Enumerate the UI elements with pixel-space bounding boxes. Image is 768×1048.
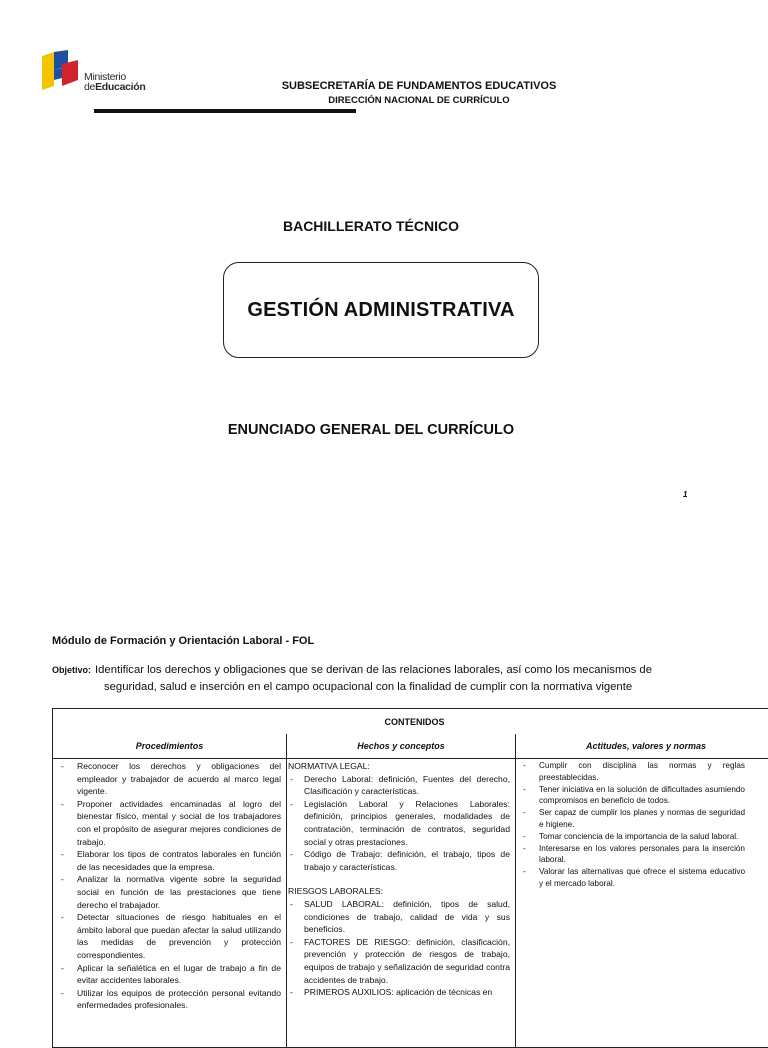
column-divider xyxy=(515,734,516,1047)
list-item: - Código de Trabajo: definición, el trabajo, tipos de trabajo y características. xyxy=(288,848,510,873)
objective-label: Objetivo: xyxy=(52,665,92,675)
logo-line2: deEducación xyxy=(84,81,146,93)
list-item: - Legislación Laboral y Relaciones Laborales: definición, principios generales, modalidades de contratación, terminación de contratos, seguridad social y otras prestaciones. xyxy=(288,798,510,848)
page-number: 1 xyxy=(683,490,688,499)
table-header-contenidos: CONTENIDOS xyxy=(53,709,768,735)
objective xyxy=(52,662,692,696)
program-title: BACHILLERATO TÉCNICO xyxy=(282,218,460,234)
list-item: - Reconocer los derechos y obligaciones del empleador y trabajador de acuerdo al marco legal vigente. xyxy=(57,760,281,798)
list-item: - Cumplir con disciplina las normas y reglas preestablecidas. xyxy=(519,760,745,784)
list-item: - Tener iniciativa en la solución de dificultades asumiendo compromisos en beneficio de todos. xyxy=(519,784,745,808)
list-item: - Proponer actividades encaminadas al logro del bienestar físico, mental y social de los trabajadores con el propósito de asegurar mejores condiciones de trabajo. xyxy=(57,798,281,848)
list-item: - Derecho Laboral: definición, Fuentes del derecho, Clasificación y características. xyxy=(288,773,510,798)
list-item: - Tomar conciencia de la importancia de la salud laboral. xyxy=(519,831,745,843)
objective-line2: seguridad, salud e inserción en el campo ocupacional con la finalidad de cumplir con la normativa vigente xyxy=(104,681,633,693)
list-item: - Analizar la normativa vigente sobre la seguridad social en función de las prestaciones que tiene derecho el trabajador. xyxy=(57,873,281,911)
hechos-cell xyxy=(288,758,510,999)
list-item: - Interesarse en los valores personales para la inserción laboral. xyxy=(519,843,745,867)
list-item: - FACTORES DE RIESGO: definición, clasificación, prevención y protección de riesgos de trabajo, equipos de trabajo y señalización de seguridad contra accidentes de trabajo. xyxy=(288,936,510,986)
list-item: - Valorar las alternativas que ofrece el sistema educativo y el mercado laboral. xyxy=(519,866,745,890)
document-subtitle: ENUNCIADO GENERAL DEL CURRÍCULO xyxy=(227,422,515,438)
title-box xyxy=(223,262,539,358)
list-item: - Aplicar la señalética en el lugar de trabajo a fin de evitar accidentes laborales. xyxy=(57,962,281,987)
list-item: - SALUD LABORAL: definición, tipos de salud, condiciones de trabajo, calidad de vida y sus beneficios. xyxy=(288,898,510,936)
list-item: - Utilizar los equipos de protección personal evitando enfermedades profesionales. xyxy=(57,987,281,1012)
column-header-actitudes: Actitudes, valores y normas xyxy=(516,734,768,759)
column-header-procedimientos: Procedimientos xyxy=(53,734,286,759)
list-item: - Ser capaz de cumplir los planes y normas de seguridad e higiene. xyxy=(519,807,745,831)
contents-table xyxy=(52,708,768,1048)
procedimientos-cell xyxy=(57,758,281,1012)
list-item: - PRIMEROS AUXILIOS: aplicación de técnicas en xyxy=(288,986,510,999)
header-rule xyxy=(94,109,356,113)
logo-line1: Ministerio xyxy=(84,71,126,83)
section-riesgos-laborales: RIESGOS LABORALES: xyxy=(288,886,384,897)
spacer xyxy=(288,873,510,885)
document-title: GESTIÓN ADMINISTRATIVA xyxy=(247,298,515,321)
header-direccion: DIRECCIÓN NACIONAL DE CURRÍCULO xyxy=(328,95,510,106)
list-item: - Detectar situaciones de riesgo habituales en el ámbito laboral que puedan afectar la salud utilizando las medidas de prevención y protección correspondientes. xyxy=(57,911,281,961)
header-subsecretaria: SUBSECRETARÍA DE FUNDAMENTOS EDUCATIVOS xyxy=(281,80,557,92)
module-title: Módulo de Formación y Orientación Laboral - FOL xyxy=(52,635,315,647)
column-header-hechos: Hechos y conceptos xyxy=(287,734,515,759)
objective-line1: Identificar los derechos y obligaciones que se derivan de las relaciones laborales, así como los mecanismos de xyxy=(95,664,652,676)
section-normativa-legal: NORMATIVA LEGAL: xyxy=(288,761,370,771)
actitudes-cell xyxy=(519,758,745,890)
column-divider xyxy=(286,734,287,1047)
logo-blue-accent xyxy=(54,68,62,80)
list-item: - Elaborar los tipos de contratos laborales en función de las necesidades que la empresa. xyxy=(57,848,281,873)
